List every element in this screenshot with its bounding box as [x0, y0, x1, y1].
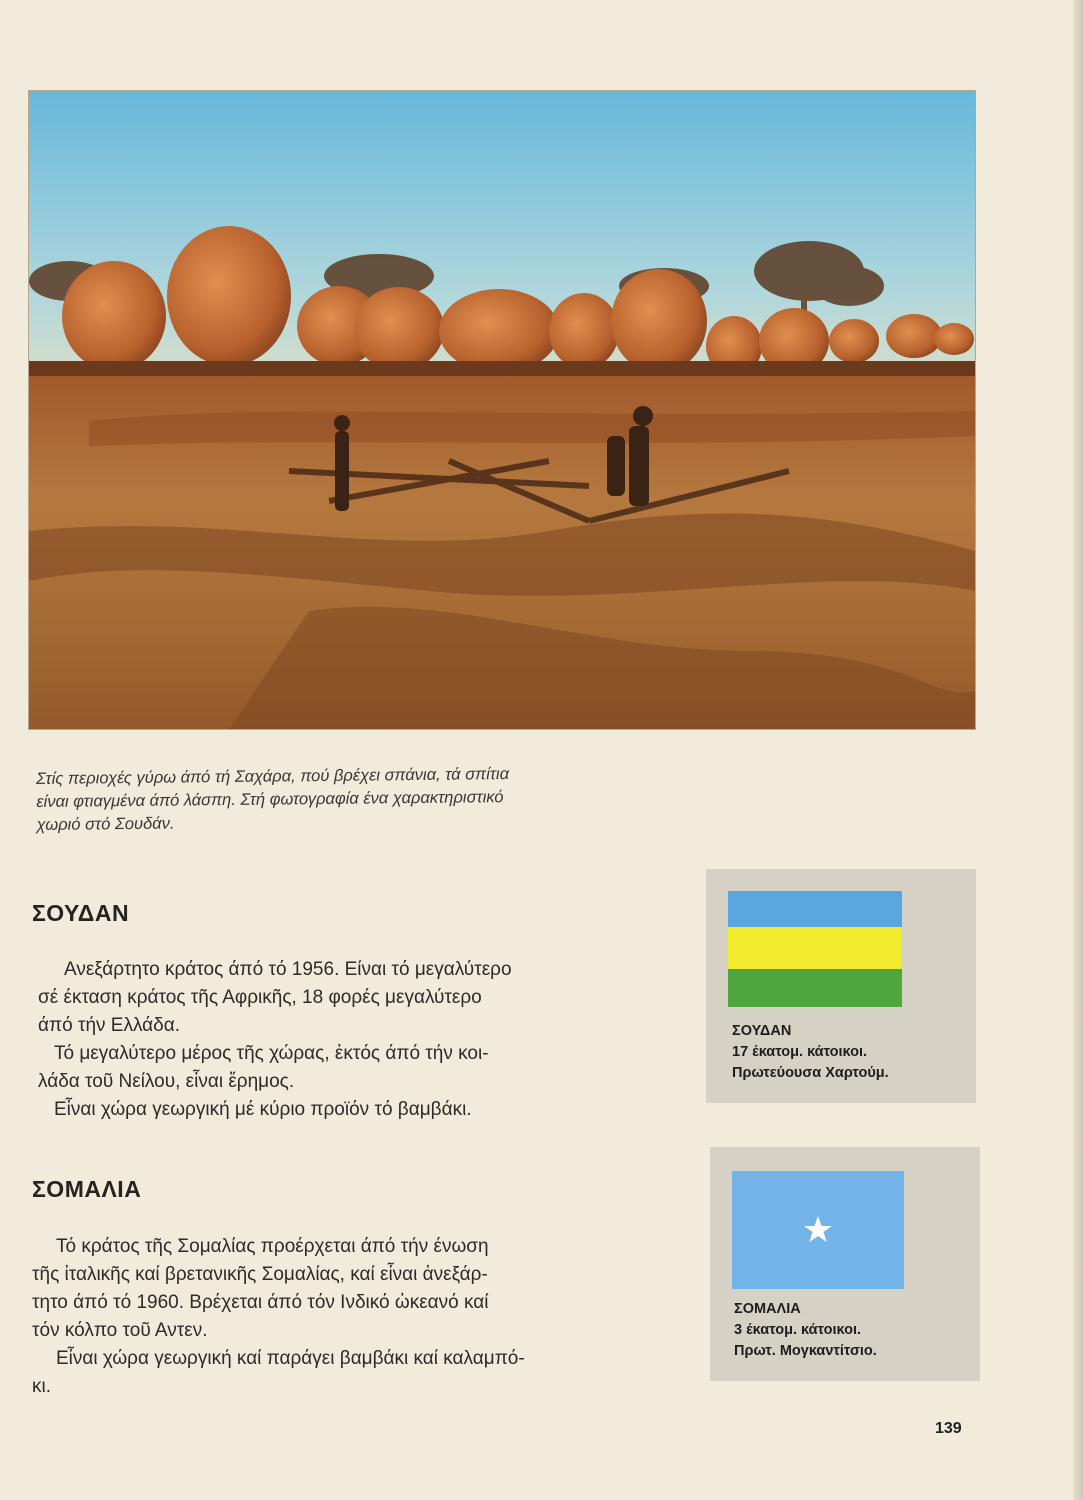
- somalia-line: Τό κράτος τῆς Σομαλίας προέρχεται άπό τήν ένωση: [56, 1236, 489, 1257]
- somalia-info-population: 3 έκατομ. κάτοικοι.: [734, 1322, 861, 1338]
- somalia-line: τῆς ἰταλικῆς καί βρετανικῆς Σομαλίας, καί εἶναι ἀνεξάρ-: [32, 1264, 488, 1285]
- sudan-line: Ανεξάρτητο κράτος άπό τό 1956. Είναι τό μεγαλύτερο: [64, 959, 512, 980]
- somalia-flag: [732, 1171, 904, 1289]
- page-number: 139: [935, 1420, 962, 1437]
- somalia-heading: ΣΟΜΑΛΙΑ: [32, 1176, 142, 1202]
- somalia-infobox: [710, 1147, 980, 1381]
- star-icon: [732, 1171, 904, 1289]
- sudan-line: σέ έκταση κράτος τῆς Αφρικῆς, 18 φορές μεγαλύτερο: [38, 987, 482, 1008]
- page-edge: [1073, 0, 1083, 1500]
- somalia-info-capital: Πρωτ. Μογκαντίτσιο.: [734, 1343, 877, 1359]
- sudan-body: [38, 956, 678, 1124]
- somalia-line: κι.: [32, 1376, 51, 1397]
- flag-stripe-blue: [728, 891, 902, 927]
- somalia-body: [32, 1233, 672, 1401]
- caption-line: είναι φτιαγμένα άπό λάσπη. Στή φωτογραφία ένα χαρακτηριστικό: [36, 788, 504, 811]
- sudan-info-name: ΣΟΥΔΑΝ: [732, 1023, 792, 1039]
- sudan-info-capital: Πρωτεύουσα Χαρτούμ.: [732, 1065, 889, 1081]
- photo-caption: [36, 762, 627, 837]
- sudan-infobox: [706, 869, 976, 1103]
- sudan-info-population: 17 έκατομ. κάτοικοι.: [732, 1044, 868, 1060]
- caption-line: χωριό στό Σουδάν.: [36, 814, 175, 834]
- somalia-info-name: ΣΟΜΑΛΙΑ: [734, 1301, 801, 1317]
- sudan-line: Τό μεγαλύτερο μέρος τῆς χώρας, ἐκτός άπό τήν κοι-: [54, 1043, 489, 1064]
- sudan-line: λάδα τοῦ Νείλου, εἶναι ἔρημος.: [38, 1071, 295, 1092]
- somalia-line: τόν κόλπο τοῦ Αντεν.: [32, 1320, 208, 1341]
- sudan-line: Εἶναι χώρα γεωργική μέ κύριο προϊόν τό βαμβάκι.: [54, 1099, 472, 1120]
- mud-hut-village-photo: [28, 90, 976, 730]
- sudan-flag: [728, 891, 902, 1007]
- flag-stripe-yellow: [728, 927, 902, 969]
- village-image: [29, 91, 975, 729]
- somalia-info: [734, 1299, 877, 1362]
- somalia-line: τητο άπό τό 1960. Βρέχεται άπό τόν Ινδικό ὠκεανό καί: [32, 1292, 489, 1313]
- sudan-info: [732, 1021, 889, 1084]
- flag-stripe-green: [728, 969, 902, 1007]
- somalia-line: Εἶναι χώρα γεωργική καί παράγει βαμβάκι καί καλαμπό-: [56, 1348, 525, 1369]
- caption-line: Στίς περιοχές γύρω άπό τή Σαχάρα, πού βρέχει σπάνια, τά σπίτια: [36, 765, 510, 788]
- sudan-line: άπό τήν Ελλάδα.: [38, 1015, 180, 1036]
- sudan-heading: ΣΟΥΔΑΝ: [32, 900, 130, 926]
